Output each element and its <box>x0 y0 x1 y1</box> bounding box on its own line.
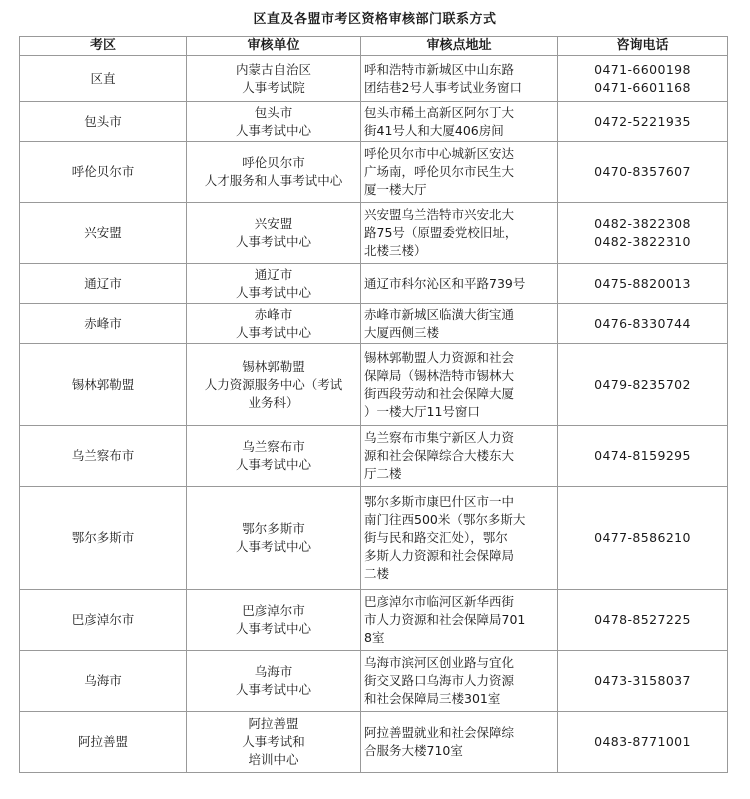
table-body <box>20 56 728 773</box>
unit-line: 包头市 <box>254 104 293 120</box>
phone-cell <box>558 426 728 487</box>
phone-cell <box>558 142 728 203</box>
unit-line: 通辽市 <box>254 266 293 282</box>
address-line: 市人力资源和社会保障局701 <box>364 612 526 627</box>
address-cell <box>361 487 558 590</box>
address-line: 呼伦贝尔市中心城新区安达 <box>364 146 515 161</box>
area-cell: 乌兰察布市 <box>20 426 187 487</box>
unit-line: 乌海市 <box>254 664 293 679</box>
table-row <box>20 426 728 487</box>
unit-line: 人力资源服务中心（考试 <box>204 376 343 392</box>
address-line: 厦一楼大厅 <box>364 182 427 197</box>
phone-number: 0470-8357607 <box>594 164 691 179</box>
phone-cell <box>558 102 728 142</box>
address-cell <box>361 304 558 344</box>
phone-cell <box>558 487 728 590</box>
unit-cell <box>187 651 361 712</box>
address-cell <box>361 102 558 142</box>
phone-cell <box>558 712 728 773</box>
unit-line: 内蒙古自治区 <box>235 61 311 77</box>
address-line: 保障局（锡林浩特市锡林大 <box>364 367 515 383</box>
phone-number: 0478-8527225 <box>594 612 691 627</box>
area-cell: 赤峰市 <box>20 304 187 344</box>
address-line: 南门往西500米（鄂尔多斯大 <box>364 512 526 527</box>
unit-line: 赤峰市 <box>254 306 293 322</box>
phone-cell <box>558 203 728 264</box>
address-line: 街交叉路口乌海市人力资源 <box>364 673 515 688</box>
address-cell <box>361 590 558 651</box>
table-row <box>20 344 728 426</box>
header-unit: 审核单位 <box>187 37 361 56</box>
area-cell: 乌海市 <box>20 651 187 712</box>
address-cell <box>361 264 558 304</box>
table-row <box>20 651 728 712</box>
address-cell <box>361 56 558 102</box>
table-row <box>20 142 728 203</box>
address-line: 广场南，呼伦贝尔市民生大 <box>364 164 515 179</box>
area-cell: 呼伦贝尔市 <box>20 142 187 203</box>
unit-cell <box>187 712 361 773</box>
phone-number: 0482-3822308 <box>594 216 691 231</box>
address-cell <box>361 426 558 487</box>
header-area: 考区 <box>20 37 187 56</box>
address-cell <box>361 344 558 426</box>
unit-line: 人事考试院 <box>242 79 305 95</box>
phone-cell <box>558 56 728 102</box>
unit-line: 呼伦贝尔市 <box>242 155 305 170</box>
unit-cell <box>187 487 361 590</box>
contact-table <box>19 36 728 773</box>
address-line: 呼和浩特市新城区中山东路 <box>364 61 515 77</box>
area-cell: 包头市 <box>20 102 187 142</box>
address-line: 二楼 <box>364 566 390 581</box>
area-cell: 巴彦淖尔市 <box>20 590 187 651</box>
address-cell <box>361 651 558 712</box>
address-cell <box>361 712 558 773</box>
unit-cell <box>187 426 361 487</box>
unit-line: 兴安盟 <box>254 216 293 231</box>
phone-number: 0477-8586210 <box>594 530 691 545</box>
address-line: 厅二楼 <box>364 466 402 481</box>
phone-number: 0475-8820013 <box>594 275 691 291</box>
phone-number: 0473-3158037 <box>594 673 691 688</box>
area-cell: 兴安盟 <box>20 203 187 264</box>
address-line: 8室 <box>364 630 385 645</box>
unit-line: 鄂尔多斯市 <box>242 521 305 536</box>
table-row <box>20 304 728 344</box>
area-cell: 通辽市 <box>20 264 187 304</box>
address-line: 大厦西侧三楼 <box>364 324 440 340</box>
unit-cell <box>187 304 361 344</box>
phone-cell <box>558 590 728 651</box>
unit-line: 人事考试中心 <box>235 457 311 472</box>
address-line: 路75号（原盟委党校旧址， <box>364 225 518 240</box>
phone-cell <box>558 344 728 426</box>
unit-line: 人事考试中心 <box>235 324 311 340</box>
unit-line: 人才服务和人事考试中心 <box>204 173 343 188</box>
address-line: 通辽市科尔沁区和平路739号 <box>364 275 526 291</box>
unit-cell <box>187 142 361 203</box>
phone-number: 0476-8330744 <box>594 315 691 331</box>
phone-number: 0479-8235702 <box>594 376 691 392</box>
unit-cell <box>187 56 361 102</box>
unit-line: 人事考试中心 <box>235 539 311 554</box>
unit-line: 人事考试中心 <box>235 682 311 697</box>
phone-number: 0471-6601168 <box>594 79 691 95</box>
phone-cell <box>558 304 728 344</box>
address-line: 乌海市滨河区创业路与宜化 <box>364 655 515 670</box>
phone-number: 0472-5221935 <box>594 113 691 129</box>
unit-line: 人事考试和 <box>242 734 305 749</box>
address-line: 阿拉善盟就业和社会保障综 <box>364 725 515 740</box>
unit-line: 业务科） <box>248 394 299 410</box>
address-line: 团结巷2号人事考试业务窗口 <box>364 79 522 95</box>
table-row <box>20 712 728 773</box>
address-line: ）一楼大厅11号窗口 <box>364 403 480 419</box>
area-cell: 阿拉善盟 <box>20 712 187 773</box>
unit-line: 人事考试中心 <box>235 621 311 636</box>
address-line: 多斯人力资源和社会保障局 <box>364 548 515 563</box>
area-cell: 锡林郭勒盟 <box>20 344 187 426</box>
table-row <box>20 264 728 304</box>
address-line: 街41号人和大厦406房间 <box>364 122 504 138</box>
unit-cell <box>187 203 361 264</box>
phone-number: 0482-3822310 <box>594 234 691 249</box>
address-line: 鄂尔多斯市康巴什区市一中 <box>364 494 515 509</box>
unit-line: 人事考试中心 <box>235 234 311 249</box>
header-phone: 咨询电话 <box>558 37 728 56</box>
address-line: 街与民和路交汇处），鄂尔 <box>364 530 508 545</box>
table-row <box>20 590 728 651</box>
phone-cell <box>558 651 728 712</box>
unit-cell <box>187 344 361 426</box>
phone-number: 0471-6600198 <box>594 61 691 77</box>
address-line: 包头市稀土高新区阿尔丁大 <box>364 104 515 120</box>
address-line: 源和社会保障综合大楼东大 <box>364 448 515 463</box>
unit-line: 人事考试中心 <box>235 284 311 300</box>
address-line: 北楼三楼） <box>364 243 427 258</box>
address-cell <box>361 203 558 264</box>
address-line: 锡林郭勒盟人力资源和社会 <box>364 349 515 365</box>
address-line: 巴彦淖尔市临河区新华西街 <box>364 594 515 609</box>
unit-cell <box>187 590 361 651</box>
table-row <box>20 56 728 102</box>
unit-cell <box>187 264 361 304</box>
area-cell: 鄂尔多斯市 <box>20 487 187 590</box>
address-cell <box>361 142 558 203</box>
table-row <box>20 203 728 264</box>
address-line: 兴安盟乌兰浩特市兴安北大 <box>364 207 515 222</box>
table-header-row <box>20 37 728 56</box>
unit-cell <box>187 102 361 142</box>
table-row <box>20 487 728 590</box>
address-line: 和社会保障局三楼301室 <box>364 691 501 706</box>
address-line: 合服务大楼710室 <box>364 743 463 758</box>
phone-number: 0474-8159295 <box>594 448 691 463</box>
table-row <box>20 102 728 142</box>
address-line: 乌兰察布市集宁新区人力资 <box>364 430 515 445</box>
address-line: 街西段劳动和社会保障大厦 <box>364 385 515 401</box>
unit-line: 阿拉善盟 <box>248 716 299 731</box>
header-address: 审核点地址 <box>361 37 558 56</box>
page-title: 区直及各盟市考区资格审核部门联系方式 <box>253 12 497 27</box>
area-cell: 区直 <box>20 56 187 102</box>
unit-line: 巴彦淖尔市 <box>242 603 305 618</box>
unit-line: 锡林郭勒盟 <box>242 358 305 374</box>
unit-line: 培训中心 <box>248 752 299 767</box>
phone-number: 0483-8771001 <box>594 734 691 749</box>
address-line: 赤峰市新城区临潢大街宝通 <box>364 306 515 322</box>
unit-line: 人事考试中心 <box>235 122 311 138</box>
unit-line: 乌兰察布市 <box>242 439 305 454</box>
phone-cell <box>558 264 728 304</box>
